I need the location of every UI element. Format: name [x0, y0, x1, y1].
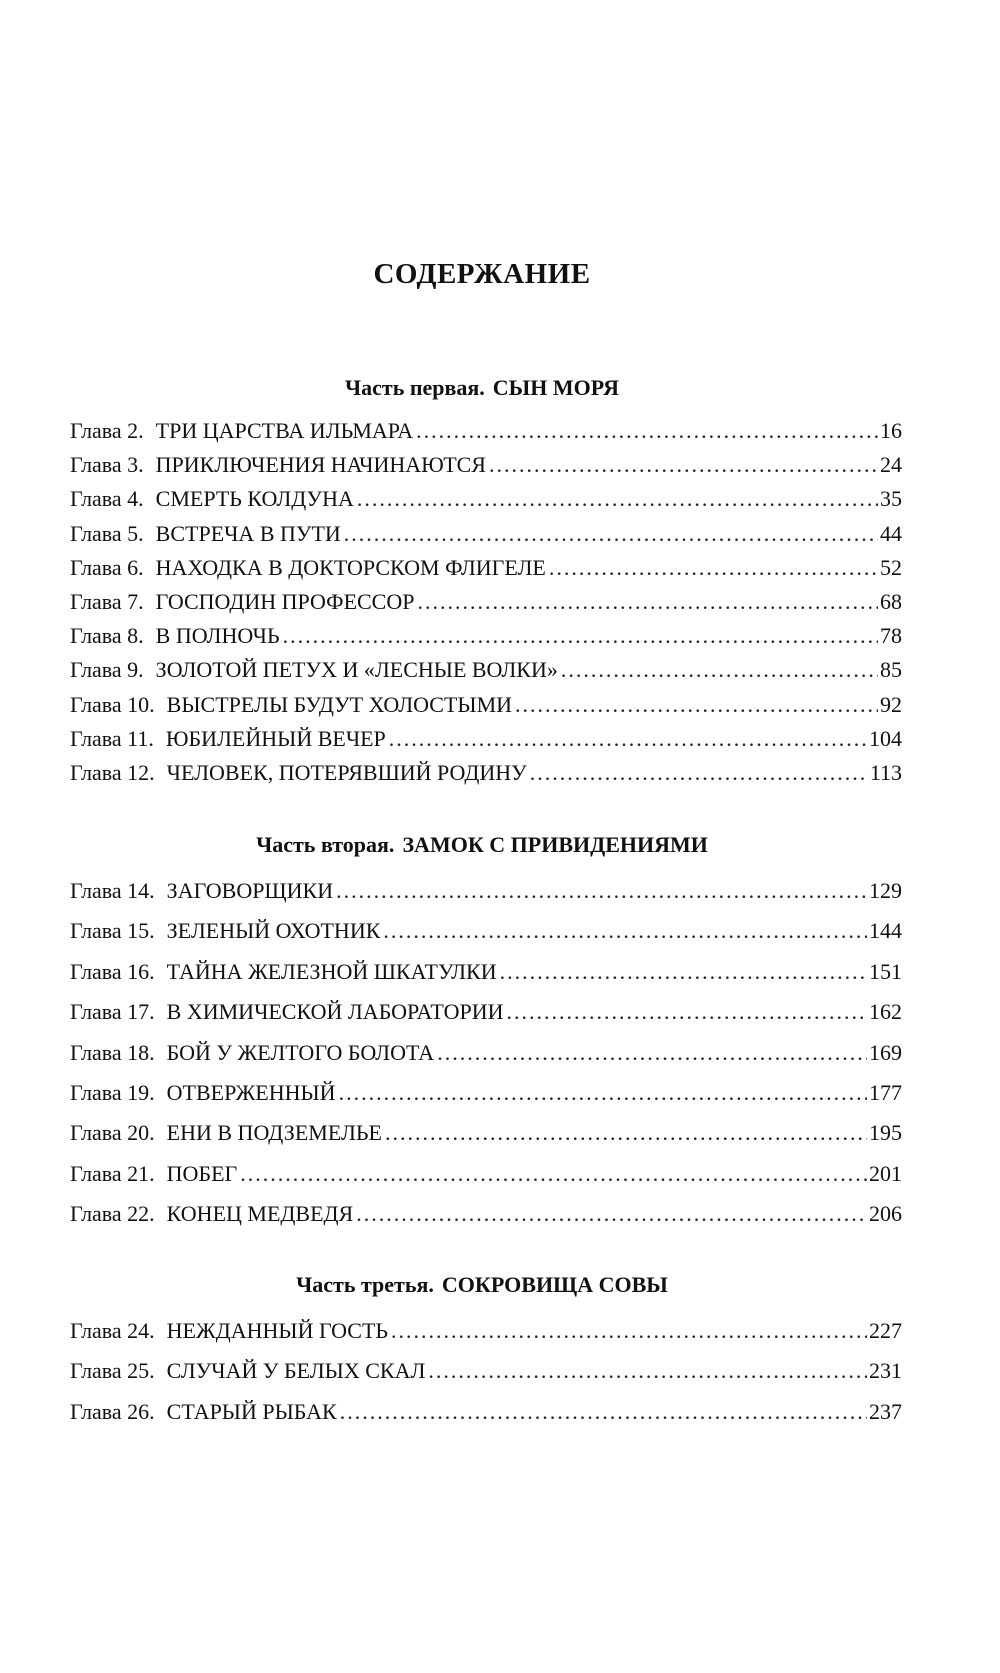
chapter-label: Глава 12.: [70, 760, 155, 785]
toc-entry: [70, 452, 902, 484]
chapter-label: Глава 25.: [70, 1358, 155, 1384]
chapter-title: ГОСПОДИН ПРОФЕССОР: [155, 589, 415, 614]
dot-leader: [283, 623, 878, 649]
chapter-label: Глава 9.: [70, 657, 144, 683]
toc-entry: [70, 1040, 902, 1072]
dot-leader: [489, 452, 878, 478]
dot-leader: [336, 878, 867, 904]
page-number: 113: [869, 760, 902, 785]
page-number: 162: [869, 999, 902, 1025]
toc-entry: [70, 418, 902, 450]
part-heading: [0, 1272, 964, 1298]
page-number: 44: [880, 520, 902, 546]
chapter-label: Глава 6.: [70, 554, 144, 580]
dot-leader: [339, 1080, 867, 1106]
page-number: 24: [880, 452, 902, 478]
dot-leader: [437, 1040, 867, 1066]
chapter-title: ВСТРЕЧА В ПУТИ: [155, 520, 341, 546]
page-number: 92: [880, 691, 902, 717]
chapter-label: Глава 26.: [70, 1398, 155, 1424]
toc-entry: [70, 1399, 902, 1431]
chapter-title: НЕЖДАННЫЙ ГОСТЬ: [166, 1318, 389, 1343]
dot-leader: [383, 918, 867, 944]
chapter-title: СЛУЧАЙ У БЕЛЫХ СКАЛ: [166, 1358, 426, 1384]
part-label: Часть третья.: [296, 1272, 434, 1297]
chapter-title: СМЕРТЬ КОЛДУНА: [155, 486, 354, 512]
chapter-title: БОЙ У ЖЕЛТОГО БОЛОТА: [166, 1039, 435, 1065]
chapter-title: В ХИМИЧЕСКОЙ ЛАБОРАТОРИИ: [166, 999, 504, 1025]
chapter-label: Глава 15.: [70, 918, 155, 944]
chapter-label: Глава 14.: [70, 878, 155, 903]
toc-entry: [70, 1318, 902, 1350]
dot-leader: [389, 726, 867, 752]
chapter-label: Глава 16.: [70, 958, 155, 984]
page-number: 151: [869, 958, 902, 984]
toc-entry: [70, 486, 902, 518]
chapter-title: ВЫСТРЕЛЫ БУДУТ ХОЛОСТЫМИ: [166, 691, 513, 717]
page-number: 195: [869, 1120, 902, 1146]
dot-leader: [561, 657, 878, 683]
chapter-label: Глава 22.: [70, 1201, 155, 1227]
page-number: 237: [869, 1398, 902, 1424]
part-label: Часть первая.: [344, 375, 485, 400]
page-number: 144: [869, 918, 902, 944]
chapter-title: В ПОЛНОЧЬ: [155, 623, 280, 649]
toc-entry: [70, 918, 902, 950]
page-number: 231: [869, 1358, 902, 1384]
toc-entry: [70, 1120, 902, 1152]
toc-entry: [70, 589, 902, 621]
chapter-title: НАХОДКА В ДОКТОРСКОМ ФЛИГЕЛЕ: [155, 554, 546, 580]
chapter-title: ЗОЛОТОЙ ПЕТУХ И «ЛЕСНЫЕ ВОЛКИ»: [155, 657, 558, 683]
chapter-title: СТАРЫЙ РЫБАК: [166, 1398, 337, 1424]
dot-leader: [417, 589, 878, 615]
dot-leader: [391, 1318, 867, 1344]
page-number: 169: [869, 1039, 902, 1065]
part-label: Часть вторая.: [256, 832, 395, 857]
chapter-label: Глава 18.: [70, 1039, 155, 1065]
chapter-title: ПРИКЛЮЧЕНИЯ НАЧИНАЮТСЯ: [155, 452, 486, 478]
toc-entry: [70, 1358, 902, 1390]
page-number: 104: [869, 725, 902, 751]
chapter-title: ЧЕЛОВЕК, ПОТЕРЯВШИЙ РОДИНУ: [166, 760, 527, 785]
dot-leader: [530, 760, 868, 786]
toc-entry: [70, 1161, 902, 1193]
chapter-label: Глава 10.: [70, 691, 155, 717]
toc-entry: [70, 555, 902, 587]
chapter-title: ЗЕЛЕНЫЙ ОХОТНИК: [166, 918, 381, 944]
page-number: 85: [880, 657, 902, 683]
chapter-label: Глава 5.: [70, 520, 144, 546]
page-number: 177: [869, 1080, 902, 1105]
toc-entry: [70, 521, 902, 553]
dot-leader: [515, 692, 878, 718]
part-heading: [0, 375, 964, 401]
dot-leader: [385, 1120, 867, 1146]
chapter-title: ЗАГОВОРЩИКИ: [166, 878, 334, 903]
toc-entry: [70, 878, 902, 910]
toc-entry: [70, 726, 902, 758]
dot-leader: [340, 1399, 867, 1425]
chapter-label: Глава 24.: [70, 1318, 155, 1343]
toc-entry: [70, 692, 902, 724]
dot-leader: [549, 555, 878, 581]
page-title: СОДЕРЖАНИЕ: [373, 258, 591, 290]
toc-entry: [70, 623, 902, 655]
toc-entry: [70, 999, 902, 1031]
chapter-label: Глава 19.: [70, 1080, 155, 1105]
chapter-label: Глава 17.: [70, 999, 155, 1025]
chapter-title: ПОБЕГ: [166, 1160, 238, 1186]
page-number: 129: [869, 878, 902, 903]
chapter-title: ЮБИЛЕЙНЫЙ ВЕЧЕР: [165, 725, 386, 751]
part-title: СЫН МОРЯ: [492, 375, 620, 400]
page-number: 68: [880, 589, 902, 614]
chapter-title: ТРИ ЦАРСТВА ИЛЬМАРА: [155, 418, 414, 443]
chapter-title: КОНЕЦ МЕДВЕДЯ: [166, 1201, 354, 1227]
page-number: 206: [869, 1201, 902, 1227]
part-heading: [0, 832, 964, 858]
chapter-label: Глава 7.: [70, 589, 144, 614]
page-number: 16: [880, 418, 902, 443]
page-number: 35: [880, 486, 902, 512]
chapter-label: Глава 8.: [70, 623, 144, 649]
chapter-title: ЕНИ В ПОДЗЕМЕЛЬЕ: [166, 1120, 382, 1146]
toc-entry: [70, 1201, 902, 1233]
toc-entry: [70, 1080, 902, 1112]
dot-leader: [240, 1161, 867, 1187]
dot-leader: [344, 521, 878, 547]
toc-entry: [70, 657, 902, 689]
toc-entry: [70, 959, 902, 991]
part-title: ЗАМОК С ПРИВИДЕНИЯМИ: [402, 832, 708, 857]
page-number: 201: [869, 1160, 902, 1186]
chapter-label: Глава 4.: [70, 486, 144, 512]
page-number: 227: [869, 1318, 902, 1343]
chapter-title: ТАЙНА ЖЕЛЕЗНОЙ ШКАТУЛКИ: [166, 958, 497, 984]
chapter-label: Глава 3.: [70, 452, 144, 478]
part-title: СОКРОВИЩА СОВЫ: [441, 1272, 668, 1297]
dot-leader: [416, 418, 878, 444]
chapter-label: Глава 2.: [70, 418, 144, 443]
chapter-label: Глава 20.: [70, 1120, 155, 1146]
dot-leader: [500, 959, 867, 985]
dot-leader: [356, 1201, 867, 1227]
dot-leader: [428, 1358, 867, 1384]
page-number: 78: [880, 623, 902, 649]
chapter-title: ОТВЕРЖЕННЫЙ: [166, 1080, 336, 1105]
toc-entry: [70, 760, 902, 792]
dot-leader: [357, 486, 878, 512]
page-number: 52: [880, 554, 902, 580]
chapter-label: Глава 21.: [70, 1160, 155, 1186]
dot-leader: [506, 999, 867, 1025]
chapter-label: Глава 11.: [70, 725, 154, 751]
